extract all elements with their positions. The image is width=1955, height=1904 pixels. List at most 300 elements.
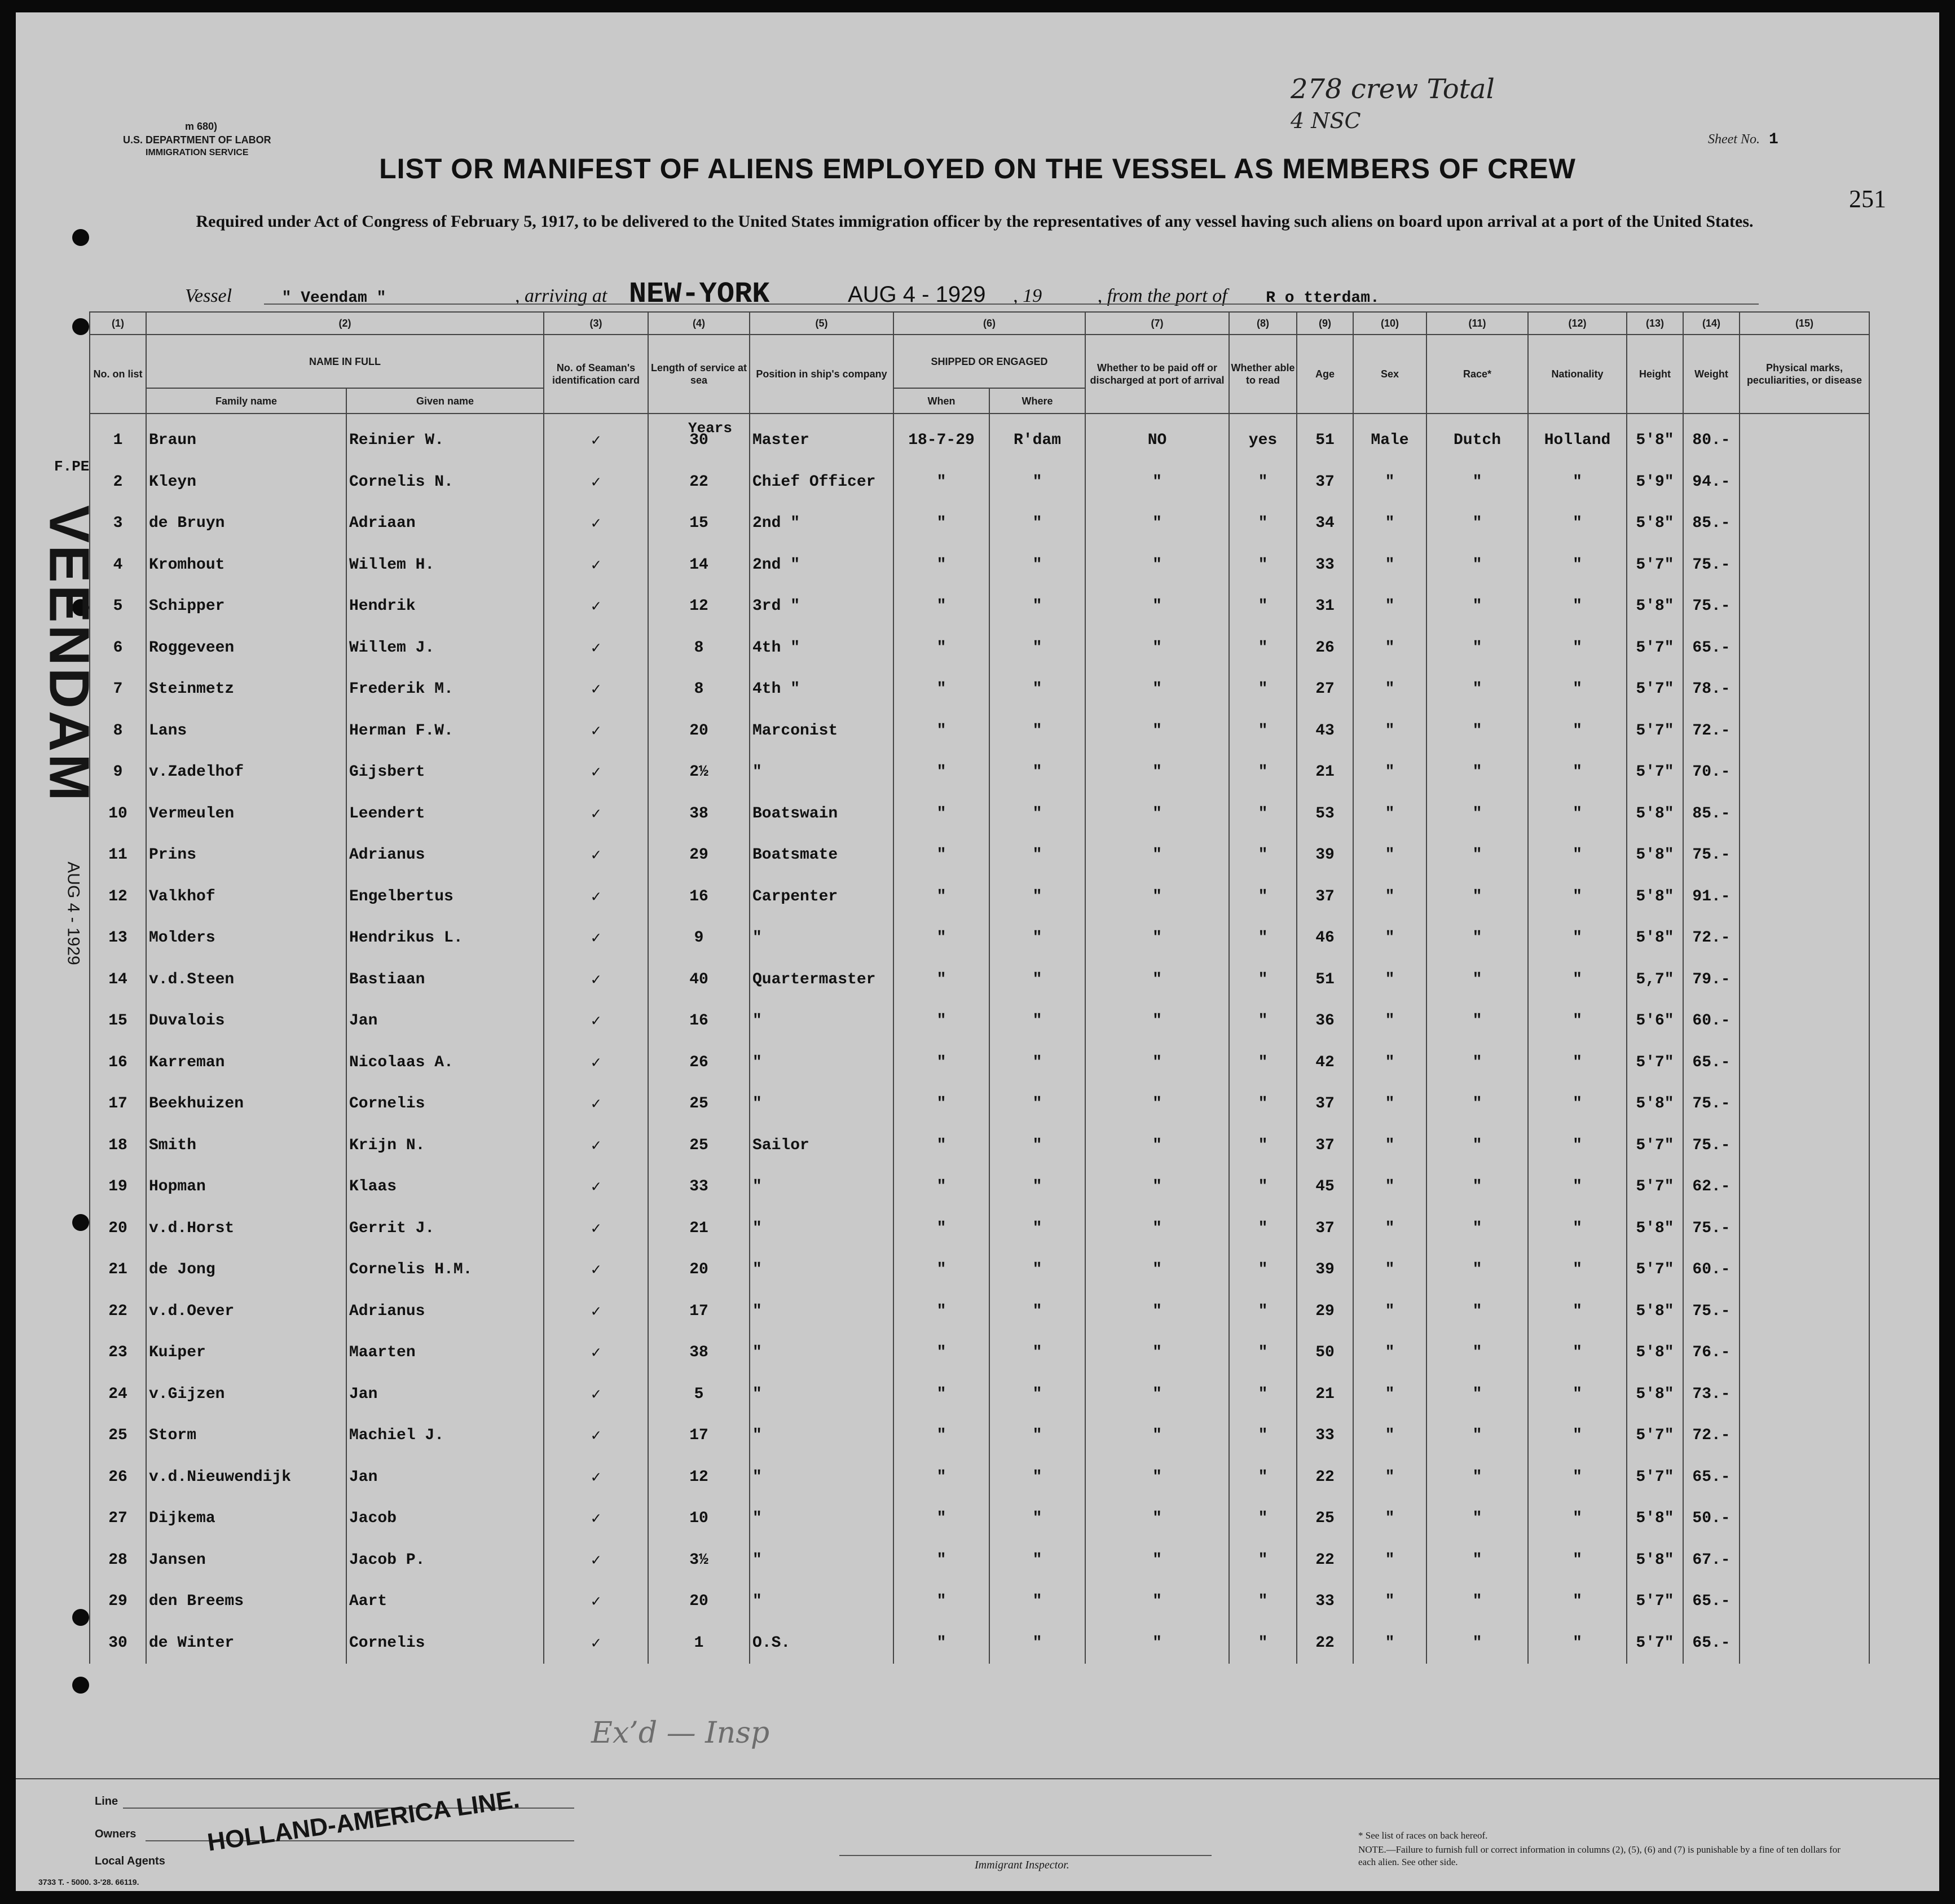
able-read-cell: " <box>1229 710 1297 752</box>
age-cell: 22 <box>1297 1622 1353 1664</box>
paid-off-cell: " <box>1085 586 1229 627</box>
punch-hole <box>72 1677 89 1694</box>
race-cell: " <box>1426 1374 1528 1415</box>
height-cell: 5'7" <box>1627 710 1683 752</box>
nationality-cell: " <box>1528 1622 1627 1664</box>
family-name-cell: Hopman <box>146 1166 346 1208</box>
table-row <box>90 1042 1869 1084</box>
check-mark-icon: ✓ <box>544 1249 648 1291</box>
family-name-cell: Smith <box>146 1125 346 1167</box>
header-shipped: SHIPPED OR ENGAGED <box>893 335 1085 388</box>
table-row <box>90 1581 1869 1622</box>
years-cell: 16 <box>648 1000 750 1042</box>
row-number: 28 <box>90 1540 146 1581</box>
height-cell: 5'7" <box>1627 669 1683 710</box>
col-num: (1) <box>90 312 146 335</box>
sex-cell: " <box>1353 461 1426 503</box>
position-cell: Master <box>750 414 893 461</box>
physical-marks-cell <box>1740 1622 1869 1664</box>
weight-cell: 76.- <box>1683 1332 1740 1374</box>
table-row <box>90 1498 1869 1540</box>
table-row <box>90 1540 1869 1581</box>
years-cell: 9 <box>648 917 750 959</box>
family-name-cell: v.d.Oever <box>146 1291 346 1333</box>
header-age: Age <box>1297 335 1353 414</box>
row-number: 19 <box>90 1166 146 1208</box>
check-mark-icon: ✓ <box>544 751 648 793</box>
col-num: (13) <box>1627 312 1683 335</box>
punch-hole <box>72 1609 89 1626</box>
weight-cell: 75.- <box>1683 834 1740 876</box>
weight-cell: 67.- <box>1683 1540 1740 1581</box>
table-row <box>90 414 1869 461</box>
when-cell: " <box>893 461 989 503</box>
when-cell: " <box>893 1083 989 1125</box>
weight-cell: 85.- <box>1683 503 1740 544</box>
able-read-cell: " <box>1229 461 1297 503</box>
agent-stamp: HOLLAND-AMERICA LINE. <box>205 1785 522 1857</box>
weight-cell: 85.- <box>1683 793 1740 835</box>
age-cell: 39 <box>1297 834 1353 876</box>
race-cell: " <box>1426 1457 1528 1498</box>
position-cell: Carpenter <box>750 876 893 918</box>
agents-label: Local Agents <box>95 1855 165 1867</box>
nationality-cell: " <box>1528 1083 1627 1125</box>
race-cell: " <box>1426 1083 1528 1125</box>
paid-off-cell: " <box>1085 1332 1229 1374</box>
nationality-cell: " <box>1528 1249 1627 1291</box>
row-number: 3 <box>90 503 146 544</box>
weight-cell: 60.- <box>1683 1000 1740 1042</box>
physical-marks-cell <box>1740 876 1869 918</box>
nationality-cell: " <box>1528 1498 1627 1540</box>
where-cell: " <box>989 627 1085 669</box>
weight-cell: 62.- <box>1683 1166 1740 1208</box>
given-name-cell: Bastiaan <box>346 959 544 1001</box>
header-able-read: Whether able to read <box>1229 335 1297 414</box>
row-number: 26 <box>90 1457 146 1498</box>
paid-off-cell: " <box>1085 669 1229 710</box>
years-cell: 38 <box>648 793 750 835</box>
where-cell: " <box>989 1622 1085 1664</box>
given-name-cell: Nicolaas A. <box>346 1042 544 1084</box>
nationality-cell: " <box>1528 1374 1627 1415</box>
able-read-cell: " <box>1229 544 1297 586</box>
table-row <box>90 1125 1869 1167</box>
row-number: 16 <box>90 1042 146 1084</box>
race-cell: " <box>1426 461 1528 503</box>
able-read-cell: " <box>1229 1581 1297 1622</box>
table-row <box>90 461 1869 503</box>
height-cell: 5'8" <box>1627 1374 1683 1415</box>
table-row <box>90 876 1869 918</box>
check-mark-icon: ✓ <box>544 1083 648 1125</box>
race-cell: " <box>1426 959 1528 1001</box>
family-name-cell: v.d.Steen <box>146 959 346 1001</box>
when-cell: " <box>893 503 989 544</box>
check-mark-icon: ✓ <box>544 1125 648 1167</box>
race-cell: " <box>1426 1622 1528 1664</box>
physical-marks-cell <box>1740 1374 1869 1415</box>
check-mark-icon: ✓ <box>544 1540 648 1581</box>
sex-cell: " <box>1353 1374 1426 1415</box>
given-name-cell: Adriaan <box>346 503 544 544</box>
physical-marks-cell <box>1740 1042 1869 1084</box>
check-mark-icon: ✓ <box>544 834 648 876</box>
able-read-cell: " <box>1229 1332 1297 1374</box>
where-cell: " <box>989 1498 1085 1540</box>
paid-off-cell: " <box>1085 834 1229 876</box>
height-cell: 5'8" <box>1627 414 1683 461</box>
where-cell: " <box>989 461 1085 503</box>
given-name-cell: Hendrik <box>346 586 544 627</box>
nationality-cell: " <box>1528 461 1627 503</box>
family-name-cell: Karreman <box>146 1042 346 1084</box>
paid-off-cell: " <box>1085 876 1229 918</box>
when-cell: " <box>893 1332 989 1374</box>
given-name-cell: Frederik M. <box>346 669 544 710</box>
given-name-cell: Reinier W. <box>346 414 544 461</box>
race-cell: " <box>1426 544 1528 586</box>
family-name-cell: Schipper <box>146 586 346 627</box>
header-family-name: Family name <box>146 388 346 414</box>
header-position: Position in ship's company <box>750 335 893 414</box>
age-cell: 37 <box>1297 1125 1353 1167</box>
row-number: 17 <box>90 1083 146 1125</box>
header-name-in-full: NAME IN FULL <box>146 335 544 388</box>
table-row <box>90 669 1869 710</box>
race-cell: " <box>1426 1498 1528 1540</box>
header-when: When <box>893 388 989 414</box>
punch-hole <box>72 318 89 335</box>
weight-cell: 65.- <box>1683 1581 1740 1622</box>
height-cell: 5'7" <box>1627 1042 1683 1084</box>
family-name-cell: Lans <box>146 710 346 752</box>
weight-cell: 75.- <box>1683 586 1740 627</box>
able-read-cell: " <box>1229 1415 1297 1457</box>
where-cell: " <box>989 503 1085 544</box>
physical-marks-cell <box>1740 1000 1869 1042</box>
where-cell: " <box>989 834 1085 876</box>
able-read-cell: " <box>1229 834 1297 876</box>
sex-cell: " <box>1353 1540 1426 1581</box>
header-no-on-list: No. on list <box>90 335 146 414</box>
where-cell: " <box>989 1415 1085 1457</box>
years-cell: 17 <box>648 1291 750 1333</box>
nationality-cell: " <box>1528 959 1627 1001</box>
row-number: 27 <box>90 1498 146 1540</box>
nationality-cell: " <box>1528 1457 1627 1498</box>
family-name-cell: Duvalois <box>146 1000 346 1042</box>
when-cell: " <box>893 1457 989 1498</box>
physical-marks-cell <box>1740 503 1869 544</box>
family-name-cell: v.d.Horst <box>146 1208 346 1250</box>
nationality-cell: " <box>1528 917 1627 959</box>
header-seaman-card: No. of Seaman's identification card <box>544 335 648 414</box>
service-label: IMMIGRATION SERVICE <box>146 148 249 157</box>
race-cell: " <box>1426 834 1528 876</box>
age-cell: 25 <box>1297 1498 1353 1540</box>
family-name-cell: Kromhout <box>146 544 346 586</box>
age-cell: 50 <box>1297 1332 1353 1374</box>
check-mark-icon: ✓ <box>544 1332 648 1374</box>
table-row <box>90 503 1869 544</box>
weight-cell: 70.- <box>1683 751 1740 793</box>
sex-cell: " <box>1353 1622 1426 1664</box>
sex-cell: " <box>1353 751 1426 793</box>
check-mark-icon: ✓ <box>544 1581 648 1622</box>
check-mark-icon: ✓ <box>544 959 648 1001</box>
height-cell: 5'8" <box>1627 1332 1683 1374</box>
when-cell: " <box>893 627 989 669</box>
paid-off-cell: " <box>1085 1415 1229 1457</box>
check-mark-icon: ✓ <box>544 1622 648 1664</box>
sex-cell: " <box>1353 1000 1426 1042</box>
check-mark-icon: ✓ <box>544 586 648 627</box>
check-mark-icon: ✓ <box>544 876 648 918</box>
able-read-cell: " <box>1229 1125 1297 1167</box>
sex-cell: " <box>1353 1457 1426 1498</box>
paid-off-cell: " <box>1085 1291 1229 1333</box>
row-number: 20 <box>90 1208 146 1250</box>
age-cell: 39 <box>1297 1249 1353 1291</box>
position-cell: " <box>750 1540 893 1581</box>
when-cell: " <box>893 1000 989 1042</box>
paid-off-cell: " <box>1085 793 1229 835</box>
table-row <box>90 959 1869 1001</box>
family-name-cell: Jansen <box>146 1540 346 1581</box>
family-name-cell: Vermeulen <box>146 793 346 835</box>
sex-cell: " <box>1353 917 1426 959</box>
given-name-cell: Gerrit J. <box>346 1208 544 1250</box>
physical-marks-cell <box>1740 1540 1869 1581</box>
given-name-cell: Machiel J. <box>346 1415 544 1457</box>
weight-cell: 65.- <box>1683 1457 1740 1498</box>
col-num: (7) <box>1085 312 1229 335</box>
when-cell: " <box>893 917 989 959</box>
col-num: (2) <box>146 312 544 335</box>
years-cell: 17 <box>648 1415 750 1457</box>
position-cell: " <box>750 751 893 793</box>
owners-label: Owners <box>95 1828 137 1840</box>
weight-cell: 72.- <box>1683 1415 1740 1457</box>
row-number: 12 <box>90 876 146 918</box>
table-row <box>90 1291 1869 1333</box>
position-cell: " <box>750 1415 893 1457</box>
sex-cell: " <box>1353 959 1426 1001</box>
row-number: 8 <box>90 710 146 752</box>
row-number: 4 <box>90 544 146 586</box>
voyage-underline <box>264 304 1759 305</box>
paid-off-cell: " <box>1085 627 1229 669</box>
col-num: (4) <box>648 312 750 335</box>
nationality-cell: " <box>1528 1042 1627 1084</box>
given-name-cell: Klaas <box>346 1166 544 1208</box>
weight-cell: 75.- <box>1683 1125 1740 1167</box>
able-read-cell: " <box>1229 1540 1297 1581</box>
weight-cell: 72.- <box>1683 917 1740 959</box>
physical-marks-cell <box>1740 1208 1869 1250</box>
able-read-cell: " <box>1229 1208 1297 1250</box>
physical-marks-cell <box>1740 834 1869 876</box>
years-cell: 29 <box>648 834 750 876</box>
check-mark-icon: ✓ <box>544 627 648 669</box>
race-cell: " <box>1426 710 1528 752</box>
years-cell: 20 <box>648 1581 750 1622</box>
given-name-cell: Cornelis N. <box>346 461 544 503</box>
weight-cell: 75.- <box>1683 1083 1740 1125</box>
position-cell: " <box>750 1042 893 1084</box>
col-num: (11) <box>1426 312 1528 335</box>
age-cell: 22 <box>1297 1540 1353 1581</box>
physical-marks-cell <box>1740 1083 1869 1125</box>
weight-cell: 50.- <box>1683 1498 1740 1540</box>
paid-off-cell: " <box>1085 1374 1229 1415</box>
column-number-row <box>90 312 1869 335</box>
where-cell: " <box>989 1332 1085 1374</box>
age-cell: 37 <box>1297 876 1353 918</box>
when-cell: " <box>893 1208 989 1250</box>
height-cell: 5'9" <box>1627 461 1683 503</box>
height-cell: 5'8" <box>1627 1083 1683 1125</box>
race-cell: " <box>1426 1000 1528 1042</box>
age-cell: 46 <box>1297 917 1353 959</box>
position-cell: " <box>750 1166 893 1208</box>
family-name-cell: v.Zadelhof <box>146 751 346 793</box>
height-cell: 5'7" <box>1627 1166 1683 1208</box>
position-cell: 4th " <box>750 669 893 710</box>
years-cell: 21 <box>648 1208 750 1250</box>
given-name-cell: Hendrikus L. <box>346 917 544 959</box>
race-cell: " <box>1426 1249 1528 1291</box>
check-mark-icon: ✓ <box>544 414 648 461</box>
when-cell: " <box>893 1540 989 1581</box>
physical-marks-cell <box>1740 544 1869 586</box>
able-read-cell: " <box>1229 1622 1297 1664</box>
physical-marks-cell <box>1740 1332 1869 1374</box>
arrival-port: NEW-YORK <box>628 278 770 311</box>
paid-off-cell: " <box>1085 1083 1229 1125</box>
sex-cell: " <box>1353 834 1426 876</box>
age-cell: 51 <box>1297 959 1353 1001</box>
where-cell: " <box>989 1540 1085 1581</box>
nationality-cell: " <box>1528 627 1627 669</box>
years-cell: 26 <box>648 1042 750 1084</box>
position-cell: Chief Officer <box>750 461 893 503</box>
height-cell: 5'8" <box>1627 917 1683 959</box>
physical-marks-cell <box>1740 461 1869 503</box>
given-name-cell: Jacob P. <box>346 1540 544 1581</box>
years-cell: 20 <box>648 710 750 752</box>
position-cell: " <box>750 1374 893 1415</box>
punch-hole <box>72 1214 89 1231</box>
when-cell: 18-7-29 <box>893 414 989 461</box>
row-number: 1 <box>90 414 146 461</box>
physical-marks-cell <box>1740 793 1869 835</box>
table-row <box>90 1083 1869 1125</box>
nationality-cell: " <box>1528 544 1627 586</box>
when-cell: " <box>893 1622 989 1664</box>
where-cell: " <box>989 1125 1085 1167</box>
weight-cell: 94.- <box>1683 461 1740 503</box>
nationality-cell: " <box>1528 793 1627 835</box>
when-cell: " <box>893 1249 989 1291</box>
sheet-number <box>1708 131 1778 148</box>
table-row <box>90 710 1869 752</box>
height-cell: 5'7" <box>1627 1249 1683 1291</box>
race-cell: " <box>1426 586 1528 627</box>
age-cell: 31 <box>1297 586 1353 627</box>
when-cell: " <box>893 876 989 918</box>
years-cell: 25 <box>648 1125 750 1167</box>
nationality-cell: " <box>1528 1166 1627 1208</box>
sex-cell: " <box>1353 586 1426 627</box>
age-cell: 27 <box>1297 669 1353 710</box>
nationality-cell: " <box>1528 1415 1627 1457</box>
able-read-cell: " <box>1229 1000 1297 1042</box>
inspector-underline <box>839 1855 1212 1856</box>
weight-cell: 75.- <box>1683 544 1740 586</box>
age-cell: 45 <box>1297 1166 1353 1208</box>
department-label: U.S. DEPARTMENT OF LABOR <box>123 134 271 146</box>
nationality-cell: " <box>1528 669 1627 710</box>
header-weight: Weight <box>1683 335 1740 414</box>
height-cell: 5'8" <box>1627 1498 1683 1540</box>
crew-manifest-table <box>89 311 1870 1664</box>
height-cell: 5'8" <box>1627 1208 1683 1250</box>
col-num: (3) <box>544 312 648 335</box>
physical-marks-cell <box>1740 586 1869 627</box>
years-cell: 30 <box>648 414 750 461</box>
form-number: m 680) <box>185 121 218 132</box>
race-cell: " <box>1426 1540 1528 1581</box>
race-cell: Dutch <box>1426 414 1528 461</box>
header-sex: Sex <box>1353 335 1426 414</box>
sheet-value: 1 <box>1768 131 1778 148</box>
check-mark-icon: ✓ <box>544 1498 648 1540</box>
check-mark-icon: ✓ <box>544 1166 648 1208</box>
given-name-cell: Cornelis <box>346 1083 544 1125</box>
sheet-label: Sheet No. <box>1708 132 1760 147</box>
height-cell: 5'8" <box>1627 793 1683 835</box>
paid-off-cell: " <box>1085 544 1229 586</box>
page-title: LIST OR MANIFEST OF ALIENS EMPLOYED ON THE VESSEL AS MEMBERS OF CREW <box>379 153 1576 184</box>
page-number: 251 <box>1849 185 1886 213</box>
check-mark-icon: ✓ <box>544 917 648 959</box>
family-name-cell: Valkhof <box>146 876 346 918</box>
family-name-cell: v.Gijzen <box>146 1374 346 1415</box>
when-cell: " <box>893 1374 989 1415</box>
weight-cell: 75.- <box>1683 1208 1740 1250</box>
family-name-cell: Kleyn <box>146 461 346 503</box>
able-read-cell: " <box>1229 1291 1297 1333</box>
paid-off-cell: NO <box>1085 414 1229 461</box>
sex-cell: " <box>1353 793 1426 835</box>
nationality-cell: " <box>1528 586 1627 627</box>
sex-cell: " <box>1353 1125 1426 1167</box>
nationality-cell: " <box>1528 1208 1627 1250</box>
height-cell: 5,7" <box>1627 959 1683 1001</box>
position-cell: O.S. <box>750 1622 893 1664</box>
sex-cell: " <box>1353 876 1426 918</box>
age-cell: 43 <box>1297 710 1353 752</box>
sex-cell: " <box>1353 710 1426 752</box>
header-race: Race* <box>1426 335 1528 414</box>
col-num: (10) <box>1353 312 1426 335</box>
where-cell: " <box>989 1457 1085 1498</box>
able-read-cell: " <box>1229 959 1297 1001</box>
physical-marks-cell <box>1740 1457 1869 1498</box>
